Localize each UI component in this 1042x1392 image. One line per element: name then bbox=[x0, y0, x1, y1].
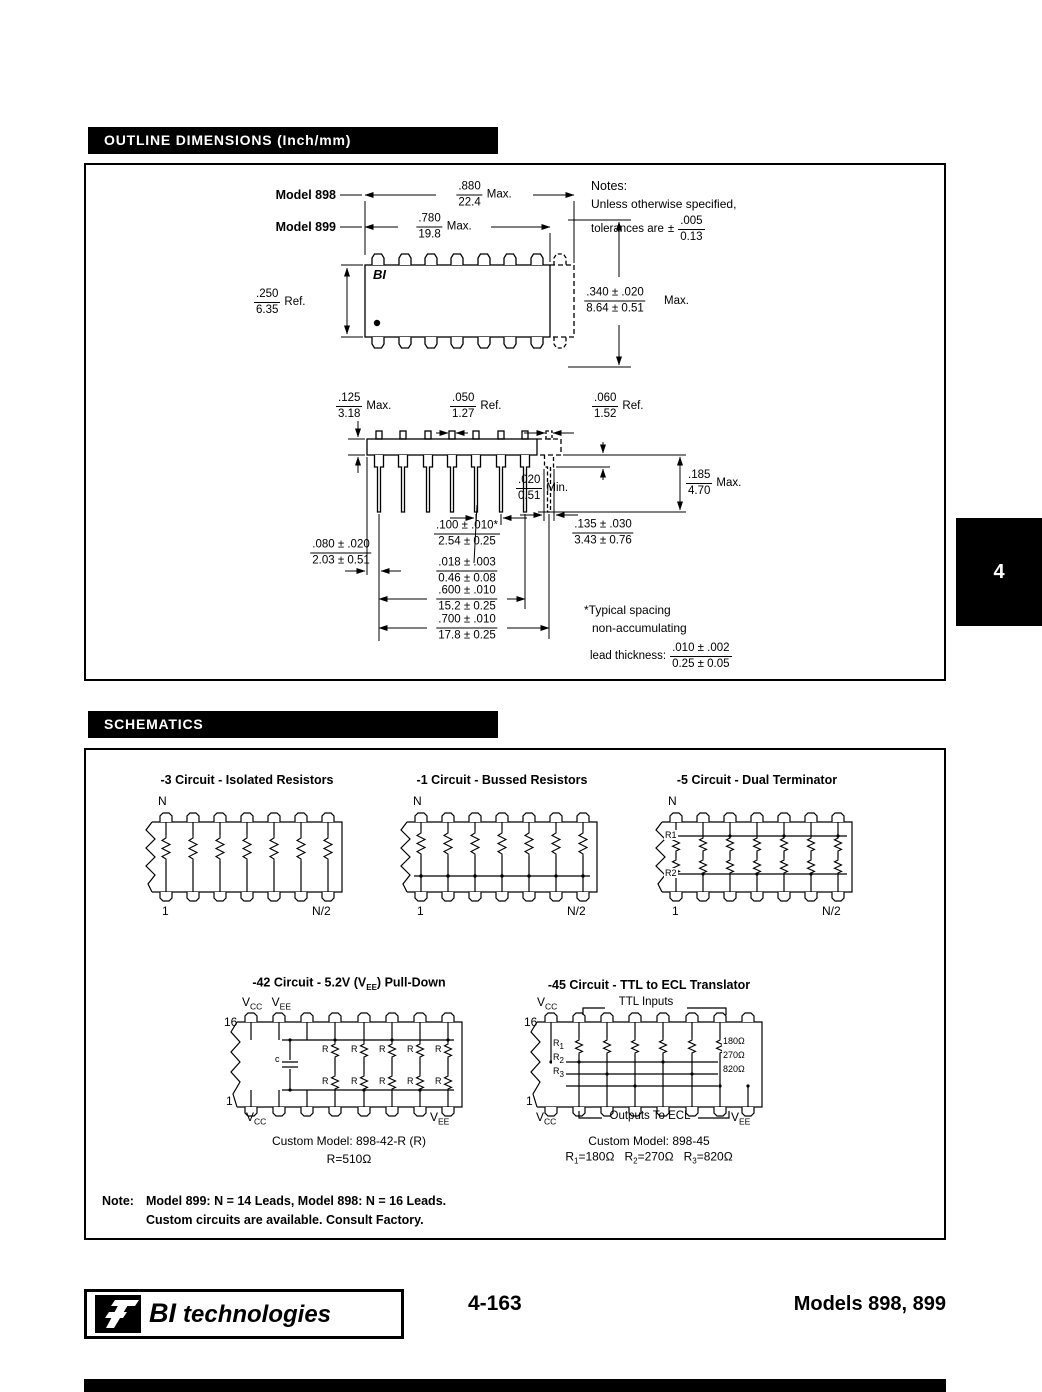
dim-mm: 0.51 bbox=[518, 490, 541, 502]
resistor-r2-label: $R_2$ bbox=[553, 1052, 564, 1065]
tab-number: 4 bbox=[993, 560, 1005, 583]
model-899-label: Model 899 bbox=[275, 220, 336, 234]
outputs-to-ecl-label: Outputs To ECL bbox=[609, 1110, 691, 1122]
pin-n-label: N bbox=[668, 794, 677, 808]
dim-fraction bbox=[436, 585, 497, 614]
lead-thickness-label: lead thickness: bbox=[590, 650, 667, 662]
resistor-r-label: R bbox=[322, 1076, 329, 1086]
dim-inch: .340 ± .020 bbox=[584, 287, 645, 302]
dim-fraction bbox=[416, 213, 442, 242]
dim-suffix: Max. bbox=[446, 220, 472, 233]
dim-inch: .125 bbox=[336, 392, 362, 407]
models-label: Models 898, 899 bbox=[793, 1293, 946, 1315]
dim-020 bbox=[516, 474, 568, 503]
dim-fraction bbox=[254, 288, 280, 317]
dim-mm: 15.2 ± 0.25 bbox=[438, 600, 496, 613]
vee-label: $V_{EE}$ bbox=[731, 1110, 751, 1127]
notes-line-3: tolerances are bbox=[591, 223, 664, 235]
dim-suffix: Max. bbox=[366, 400, 392, 412]
vcc-label: $V_{CC}$ bbox=[246, 1110, 267, 1127]
dim-fraction bbox=[336, 392, 362, 421]
dim-fraction bbox=[678, 215, 704, 244]
dim-inch: .005 bbox=[678, 215, 704, 230]
resistor-r-label: R bbox=[407, 1076, 414, 1086]
dim-fraction bbox=[686, 469, 712, 498]
dim-fraction bbox=[572, 519, 633, 548]
model-898-label: Model 898 bbox=[275, 188, 336, 202]
typical-spacing-note-2: non-accumulating bbox=[592, 621, 687, 635]
schematic-pulldown-circuit bbox=[231, 1013, 462, 1116]
schematic-dual-terminator bbox=[656, 813, 852, 901]
vcc-label: $V_{CC}$ bbox=[537, 995, 558, 1012]
dim-inch: .880 bbox=[456, 181, 482, 196]
dim-inch: .185 bbox=[686, 469, 712, 484]
brand-bi: BI bbox=[149, 1298, 176, 1328]
dim-mm: 3.43 ± 0.76 bbox=[574, 534, 632, 547]
dip-top-view bbox=[365, 254, 574, 348]
bottom-rule bbox=[84, 1379, 946, 1392]
dim-inch: .020 bbox=[516, 474, 542, 489]
dim-inch: .018 ± .003 bbox=[436, 557, 497, 572]
dim-fraction bbox=[670, 642, 731, 671]
dim-inch: .135 ± .030 bbox=[572, 519, 633, 534]
dim-185 bbox=[686, 469, 741, 498]
dim-mm: 2.03 ± 0.51 bbox=[312, 554, 370, 567]
brand-box bbox=[84, 1289, 404, 1339]
pin-1-label: 1 bbox=[526, 1094, 533, 1108]
resistor-values-45: $R_1=180\Omega$ $R_2=270\Omega$ $R_3=820\Omega$ bbox=[565, 1149, 733, 1166]
vee-label: $V_{EE}$ bbox=[430, 1110, 450, 1127]
r-value-42: R=510Ω bbox=[326, 1152, 372, 1166]
dim-080 bbox=[310, 539, 371, 568]
pin-1-label: 1 bbox=[672, 904, 679, 918]
chip-logo: BI bbox=[373, 267, 386, 282]
outline-section-header bbox=[88, 127, 498, 154]
resistor-r-label: R bbox=[379, 1044, 386, 1054]
dim-suffix: Ref. bbox=[622, 400, 644, 412]
schematic-title-pulldown: -42 Circuit - 5.2V $(V_{EE})$ Pull-Down bbox=[252, 975, 446, 992]
schematics-section-title: SCHEMATICS bbox=[104, 716, 204, 732]
schematics-drawing bbox=[86, 750, 944, 1238]
dim-mm: 8.64 ± 0.51 bbox=[586, 302, 644, 315]
dim-fraction bbox=[450, 392, 476, 421]
typical-spacing-note-1: *Typical spacing bbox=[584, 603, 671, 617]
dim-inch: .600 ± .010 bbox=[436, 585, 497, 600]
ttl-inputs-label: TTL Inputs bbox=[618, 996, 674, 1008]
dim-fraction bbox=[310, 539, 371, 568]
dim-mm: 1.52 bbox=[594, 408, 617, 420]
dim-600 bbox=[436, 585, 497, 614]
pin-1-label: 1 bbox=[226, 1094, 233, 1108]
capacitor-label: c bbox=[275, 1054, 280, 1064]
schematic-title-ttl-ecl: -45 Circuit - TTL to ECL Translator bbox=[547, 978, 751, 992]
resistor-r1-label: R1 bbox=[665, 830, 677, 840]
plus-minus-sign: ± bbox=[667, 223, 675, 235]
notes-line-2: Unless otherwise specified, bbox=[591, 197, 737, 211]
bi-logo-icon bbox=[95, 1295, 141, 1333]
resistor-r-label: R bbox=[435, 1044, 442, 1054]
outline-section-title: OUTLINE DIMENSIONS (Inch/mm) bbox=[104, 132, 352, 148]
dim-suffix: Min. bbox=[546, 482, 569, 494]
dim-fraction bbox=[434, 520, 500, 549]
dim-inch: .050 bbox=[450, 392, 476, 407]
dim-fraction bbox=[436, 557, 497, 586]
pin-16-label: 16 bbox=[224, 1015, 238, 1029]
dim-125 bbox=[336, 392, 391, 421]
note-label: Note: bbox=[102, 1194, 134, 1208]
note-line-2: Custom circuits are available. Consult Factory. bbox=[146, 1213, 424, 1227]
dim-inch: .700 ± .010 bbox=[436, 614, 497, 629]
schematic-bussed-resistors bbox=[401, 813, 597, 901]
schematics-section-header bbox=[88, 711, 498, 738]
pin-16-label: 16 bbox=[524, 1015, 538, 1029]
vee-label: $V_{EE}$ bbox=[271, 995, 291, 1012]
dim-880 bbox=[456, 181, 511, 210]
pin1-indicator-dot bbox=[374, 320, 380, 326]
dim-fraction bbox=[516, 474, 542, 503]
dim-suffix: Ref. bbox=[284, 296, 306, 308]
custom-model-45: Custom Model: 898-45 bbox=[588, 1134, 710, 1148]
pin-1-label: 1 bbox=[162, 904, 169, 918]
resistor-r1-label: $R_1$ bbox=[553, 1038, 564, 1051]
vcc-vee-labels bbox=[242, 995, 291, 1013]
pin-n2-label: N/2 bbox=[567, 904, 586, 918]
resistor-r-label: R bbox=[407, 1044, 414, 1054]
dim-inch: .010 ± .002 bbox=[670, 642, 731, 657]
dim-100 bbox=[434, 520, 500, 549]
dim-mm: 0.46 ± 0.08 bbox=[438, 572, 496, 585]
dim-135 bbox=[572, 519, 633, 548]
schematic-title-isolated: -3 Circuit - Isolated Resistors bbox=[160, 773, 334, 787]
dim-suffix: Max. bbox=[486, 188, 512, 201]
dim-mm: 3.18 bbox=[338, 408, 361, 420]
resistor-r-label: R bbox=[322, 1044, 329, 1054]
dim-mm: 0.13 bbox=[680, 231, 703, 243]
dim-inch: .060 bbox=[592, 392, 618, 407]
dim-mm: 0.25 ± 0.05 bbox=[672, 658, 730, 670]
dim-050 bbox=[450, 392, 501, 421]
dim-700 bbox=[436, 614, 497, 643]
dim-018 bbox=[436, 557, 497, 586]
dim-060 bbox=[592, 392, 643, 421]
vcc-label: $V_{CC}$ bbox=[242, 995, 263, 1012]
dim-suffix: Max. bbox=[716, 477, 742, 489]
resistor-value-180: 180Ω bbox=[723, 1036, 745, 1046]
dim-340 bbox=[584, 287, 645, 316]
schematic-isolated-resistors bbox=[146, 813, 342, 901]
schematics-panel bbox=[84, 748, 946, 1240]
dim-mm: 22.4 bbox=[458, 196, 481, 209]
pin-n-label: N bbox=[413, 794, 422, 808]
resistor-value-820: 820Ω bbox=[723, 1064, 745, 1074]
resistor-r2-label: R2 bbox=[665, 868, 677, 878]
dim-mm: 6.35 bbox=[256, 304, 279, 316]
dim-fraction bbox=[436, 614, 497, 643]
schematic-title-dual-terminator: -5 Circuit - Dual Terminator bbox=[676, 773, 838, 787]
resistor-r-label: R bbox=[435, 1076, 442, 1086]
schematic-title-bussed: -1 Circuit - Bussed Resistors bbox=[416, 773, 588, 787]
dim-inch: .250 bbox=[254, 288, 280, 303]
lead-thickness bbox=[590, 642, 732, 671]
dim-340-suffix: Max. bbox=[664, 295, 689, 307]
notes-tolerance bbox=[591, 215, 705, 244]
dim-fraction bbox=[584, 287, 645, 316]
dim-mm: 1.27 bbox=[452, 408, 475, 420]
schematic-ttl-ecl-translator bbox=[531, 1008, 762, 1118]
dim-780 bbox=[416, 213, 471, 242]
dim-fraction bbox=[592, 392, 618, 421]
brand-technologies: technologies bbox=[183, 1301, 332, 1328]
dim-inch: .080 ± .020 bbox=[310, 539, 371, 554]
dim-mm: 19.8 bbox=[418, 228, 441, 241]
dim-inch: .100 ± .010* bbox=[434, 520, 500, 535]
resistor-r3-label: $R_3$ bbox=[553, 1066, 564, 1079]
dim-250 bbox=[254, 288, 305, 317]
pin-1-label: 1 bbox=[417, 904, 424, 918]
pin-n2-label: N/2 bbox=[822, 904, 841, 918]
note-line-1: Model 899: N = 14 Leads, Model 898: N = 16 Leads. bbox=[146, 1194, 447, 1208]
notes-title: Notes: bbox=[591, 179, 628, 193]
dim-inch: .780 bbox=[416, 213, 442, 228]
dim-mm: 2.54 ± 0.25 bbox=[438, 535, 496, 548]
resistor-r-label: R bbox=[351, 1044, 358, 1054]
pin-n2-label: N/2 bbox=[312, 904, 331, 918]
resistor-r-label: R bbox=[351, 1076, 358, 1086]
dim-suffix: Ref. bbox=[480, 400, 502, 412]
vcc-label: $V_{CC}$ bbox=[536, 1110, 557, 1127]
dim-mm: 17.8 ± 0.25 bbox=[438, 629, 496, 642]
page-number: 4-163 bbox=[468, 1292, 522, 1315]
dim-fraction bbox=[456, 181, 482, 210]
outline-drawing bbox=[86, 165, 944, 679]
pin-n-label: N bbox=[158, 794, 167, 808]
outline-dimensions-panel bbox=[84, 163, 946, 681]
dim-mm: 4.70 bbox=[688, 485, 711, 497]
page-edge-tab bbox=[956, 518, 1042, 626]
custom-model-42: Custom Model: 898-42-R (R) bbox=[271, 1134, 427, 1148]
resistor-r-label: R bbox=[379, 1076, 386, 1086]
resistor-value-270: 270Ω bbox=[723, 1050, 745, 1060]
brand-text bbox=[149, 1298, 331, 1329]
